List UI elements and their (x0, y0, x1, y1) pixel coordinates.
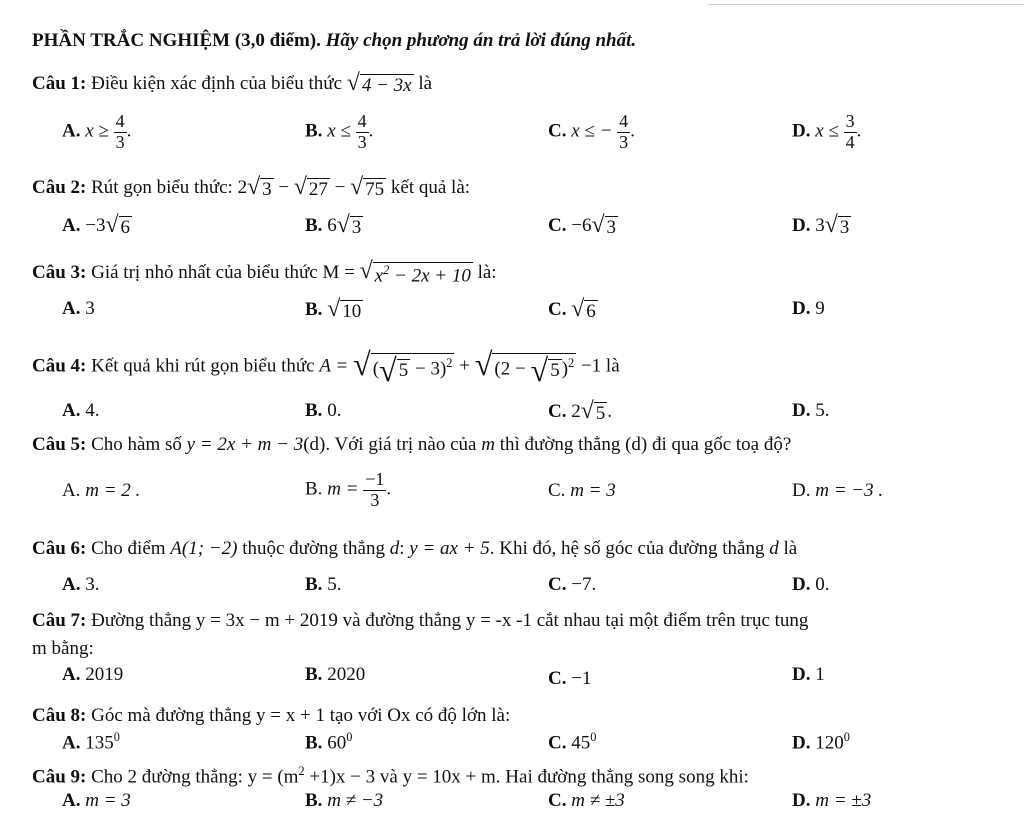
q7-option-c[interactable]: C. −1 (548, 668, 592, 689)
q3-option-b[interactable]: B. √ 10 (305, 296, 362, 322)
q3-option-c[interactable]: C. √ 6 (548, 296, 596, 322)
q8-option-a[interactable]: A. $135^0$ (62, 730, 120, 754)
q3-option-d[interactable]: D. 9 (792, 298, 825, 319)
question-4: Câu 4: Kết quả khi rút gọn biểu thức A = √ ( √ 5 − 3)$^2$ + √ (2 − √ 5 )$^2$ −1 là (32, 346, 620, 388)
q1-option-a[interactable]: A. x ≥ $\frac{4}{3}$ . (62, 111, 132, 152)
q1-option-b[interactable]: B. x ≤ $\frac{4}{3}$ . (305, 111, 374, 152)
q7-option-d[interactable]: D. 1 (792, 664, 825, 685)
section-header: PHẦN TRẮC NGHIỆM (3,0 điểm). Hãy chọn phương án trả lời đúng nhất. (32, 30, 637, 51)
q4-option-d[interactable]: D. 5. (792, 400, 830, 421)
question-9: Câu 9: Cho 2 đường thẳng: $y = (m^2 +1)x - 3$ và y = 10x + m. Hai đường thẳng song song khi: (32, 764, 749, 788)
q8-option-b[interactable]: B. $60^0$ (305, 730, 353, 754)
q2-option-b[interactable]: B. 6 √ 3 (305, 212, 362, 238)
q4-option-a[interactable]: A. 4. (62, 400, 100, 421)
q8-option-d[interactable]: D. $120^0$ (792, 730, 850, 754)
q7-option-b[interactable]: B. 2020 (305, 664, 366, 685)
q6-option-d[interactable]: D. 0. (792, 574, 830, 595)
q2-option-d[interactable]: D. 3 √ 3 (792, 212, 850, 238)
q9-option-d[interactable]: D. m = ±3 (792, 790, 872, 811)
q5-option-a[interactable]: A. m = 2 . (62, 480, 141, 501)
q3-option-a[interactable]: A. 3 (62, 298, 95, 319)
question-7-line-2: m bằng: (32, 638, 94, 659)
q6-option-b[interactable]: B. 5. (305, 574, 342, 595)
q2-option-c[interactable]: C. −6 √ 3 (548, 212, 616, 238)
q1-option-d[interactable]: D. x ≤ $\frac{3}{4}$ . (792, 111, 862, 152)
q2-option-a[interactable]: A. −3 √ 6 (62, 212, 130, 238)
sqrt-expression: √ 4 − 3x (346, 70, 412, 96)
q5-option-d[interactable]: D. m = −3 . (792, 480, 884, 501)
q9-option-a[interactable]: A. m = 3 (62, 790, 131, 811)
top-rule (708, 4, 1024, 5)
question-5: Câu 5: Cho hàm số y = 2x + m − 3(d). Với giá trị nào của m thì đường thẳng (d) đi qua gốc toạ độ? (32, 434, 792, 455)
q8-option-c[interactable]: C. $45^0$ (548, 730, 597, 754)
q6-option-c[interactable]: C. −7. (548, 574, 597, 595)
q9-option-c[interactable]: C. m ≠ ±3 (548, 790, 625, 811)
q5-option-c[interactable]: C. m = 3 (548, 480, 616, 501)
question-8: Câu 8: Góc mà đường thẳng y = x + 1 tạo với Ox có độ lớn là: (32, 705, 511, 726)
q5-option-b[interactable]: B. m = $\frac{-1}{3}$ . (305, 469, 392, 510)
question-3: Câu 3: Giá trị nhỏ nhất của biểu thức M = √ $x^2 - 2x + 10$ là: (32, 258, 497, 287)
question-6: Câu 6: Cho điểm A(1; −2) thuộc đường thẳng d: y = ax + 5. Khi đó, hệ số góc của đường thẳng d là (32, 538, 798, 559)
q4-option-c[interactable]: C. 2 √ 5 . (548, 398, 613, 424)
q6-option-a[interactable]: A. 3. (62, 574, 100, 595)
q9-option-b[interactable]: B. m ≠ −3 (305, 790, 384, 811)
q7-option-a[interactable]: A. 2019 (62, 664, 124, 685)
question-2: Câu 2: Rút gọn biểu thức: 2 √ 3 − √ 27 − √ 75 kết quả là: (32, 174, 471, 200)
question-7: Câu 7: Đường thẳng y = 3x − m + 2019 và đường thẳng y = -x -1 cắt nhau tại một điểm trên trục tung (32, 610, 809, 631)
q4-option-b[interactable]: B. 0. (305, 400, 342, 421)
question-1: Câu 1: Điều kiện xác định của biểu thức √ 4 − 3x là (32, 70, 433, 96)
q1-option-c[interactable]: C. x ≤ − $\frac{4}{3}$ . (548, 111, 635, 152)
